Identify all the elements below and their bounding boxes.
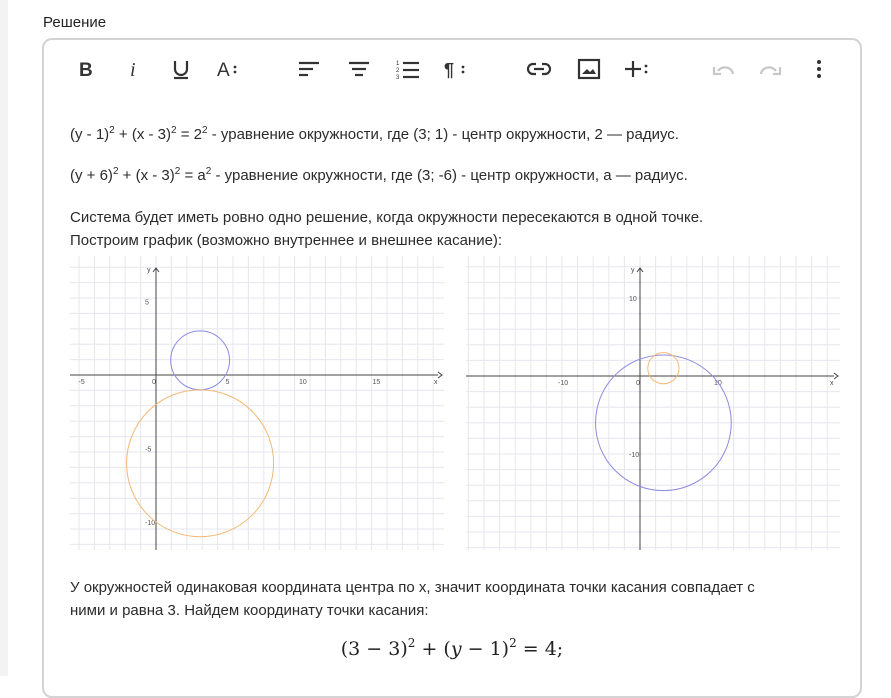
italic-icon [123,59,143,79]
y-tick-label: -5 [145,446,152,454]
x-tick-label: -5 [78,379,85,386]
italic-button[interactable] [118,54,148,84]
x-axis-label: x [434,379,438,386]
circle-2 [648,353,679,384]
more-button[interactable] [804,54,834,84]
insert-button[interactable] [622,54,652,84]
x-tick-label: -10 [558,380,569,387]
grid [70,256,444,550]
tangent-point-formula: $(3 - 3)^2 + (y - 1)^2 = 4$; [340,636,564,660]
text-size-button[interactable] [214,54,244,84]
x-axis-label: x [830,380,834,387]
link-icon [526,61,552,77]
y-tick-label: -10 [145,520,156,527]
graph-left [70,256,444,550]
bold-icon [75,59,95,79]
circle-2 [127,390,274,537]
y-tick-label: 10 [629,296,637,303]
conclusion-line-2: ними и равна 3. Найдем координату точки касания: [70,602,429,619]
redo-button[interactable] [756,54,786,84]
section-title: Решение [43,14,107,31]
link-button[interactable] [524,54,554,84]
y-axis-label: y [631,267,635,274]
svg-text:2: 2 [396,68,400,74]
grid [466,256,840,550]
svg-text:¶: ¶ [444,60,455,79]
equation-paragraph-1: $(y - 1)^2 + (x - 3)^2 = 2^2$ - уравнение окружности, где (3; 1) - центр окружности, 2 — радиус. [70,125,679,143]
left-margin-strip [0,0,8,676]
y-axis-label: y [147,267,151,274]
image-icon [577,58,601,80]
align-left-icon [298,60,320,78]
equation-paragraph-2: $(y + 6)^2 + (x - 3)^2 = a^2$ - уравнение окружности, где (3; -6) - центр окружности, а — радиус. [70,166,688,184]
align-center-icon [348,60,370,78]
x-tick-label: 10 [299,379,307,386]
editor-toolbar [44,40,860,98]
text-size-icon [216,59,242,79]
x-tick-label: 15 [372,379,381,386]
conclusion-line-1: У окружностей одинаковая координата центра по x, значит координата точки касания совпадает с [70,579,755,596]
numbered-list-icon [396,59,420,79]
circle-1 [171,331,230,390]
svg-text:B: B [79,60,93,79]
svg-text:1: 1 [396,61,400,67]
y-tick-label: -10 [629,452,640,459]
svg-text:3: 3 [396,75,400,79]
underline-button[interactable] [166,54,196,84]
numbered-list-button[interactable] [393,54,423,84]
y-tick-label: 5 [145,299,149,307]
paragraph-button[interactable] [442,54,472,84]
x-tick-label: 10 [714,380,722,387]
bold-button[interactable] [70,54,100,84]
rich-text-editor[interactable] [42,38,862,698]
system-text-line-2: Построим график (возможно внутреннее и внешнее касание): [70,232,503,249]
svg-text:i: i [130,59,136,79]
system-text-line-1: Система будет иметь ровно одно решение, когда окружности пересекаются в одной точке. [70,209,704,226]
image-button[interactable] [574,54,604,84]
plus-icon [624,59,650,79]
svg-text:A: A [217,60,230,79]
paragraph-icon [444,59,470,79]
underline-icon [170,58,192,80]
graph-right [466,256,840,550]
more-vertical-icon [815,59,823,79]
x-tick-label: 5 [225,379,230,386]
x-tick-label: 0 [636,380,640,387]
redo-icon [759,61,783,77]
align-left-button[interactable] [294,54,324,84]
x-tick-label: 0 [152,379,156,386]
align-center-button[interactable] [344,54,374,84]
undo-button[interactable] [708,54,738,84]
undo-icon [711,61,735,77]
